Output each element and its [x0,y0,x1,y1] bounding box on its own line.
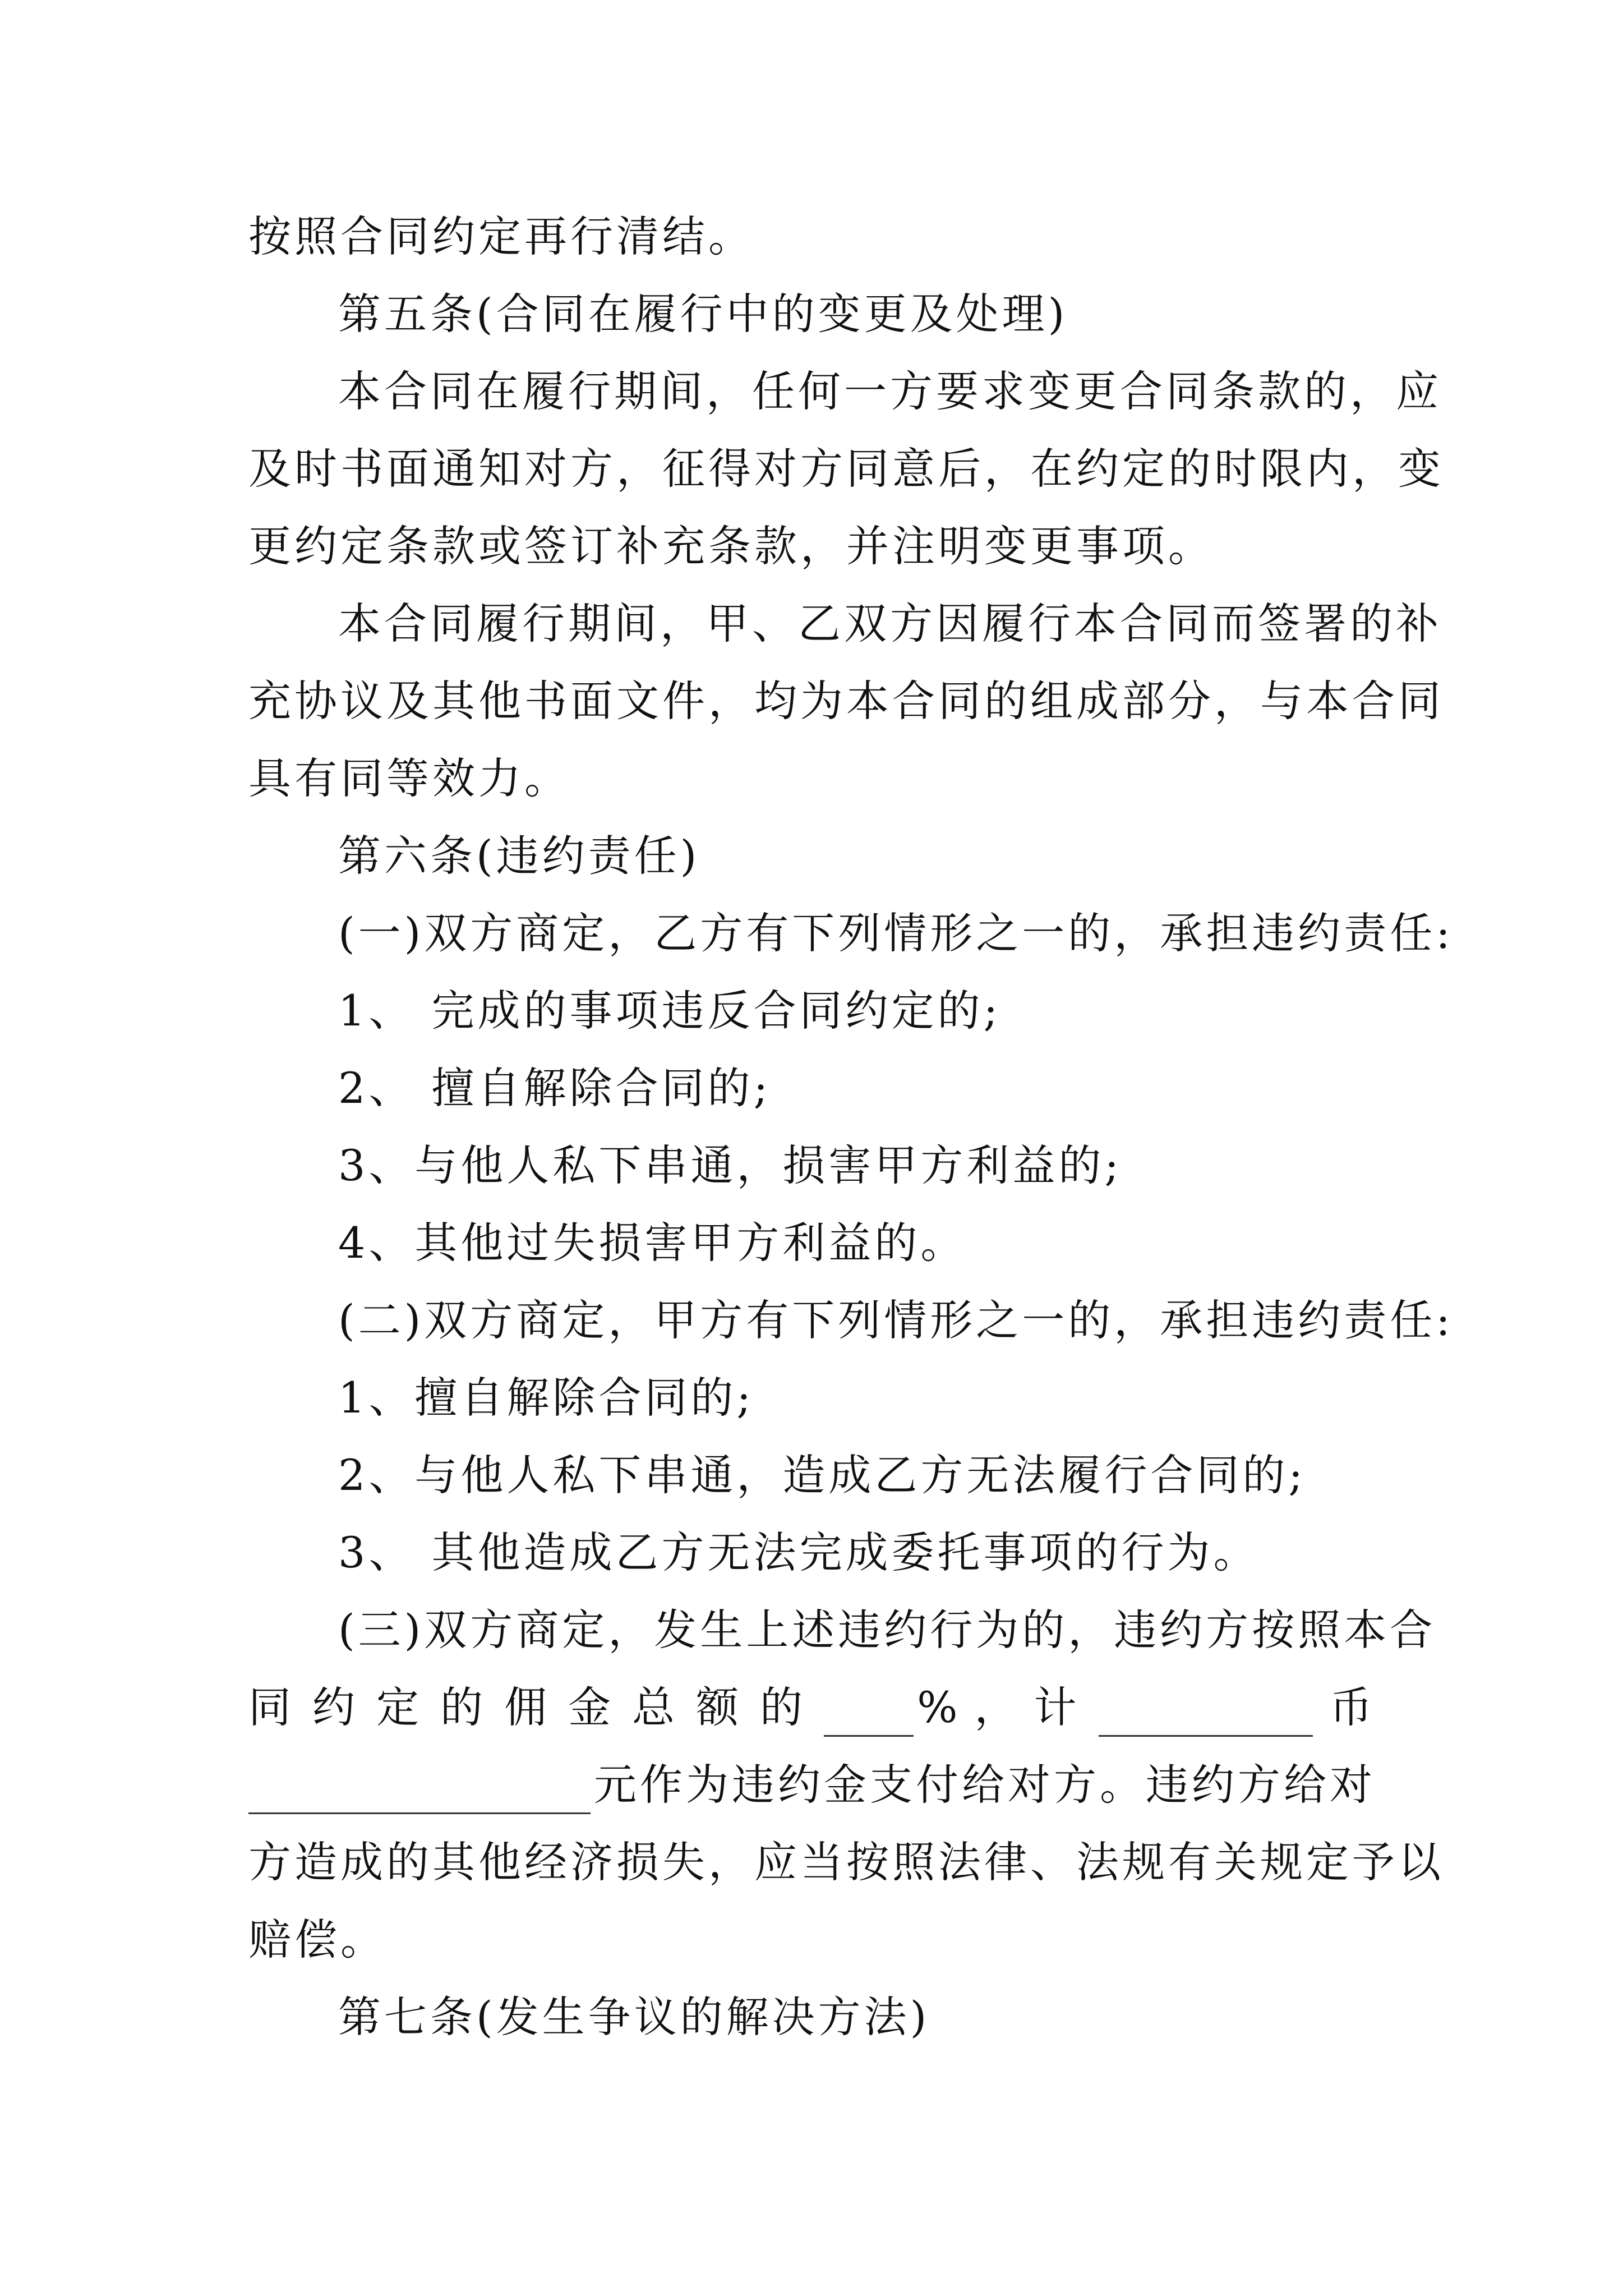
clause-heading: (二)双方商定，甲方有下列情形之一的，承担违约责任: [338,1295,1454,1345]
paragraph-line: 充协议及其他书面文件，均为本合同的组成部分，与本合同 [248,676,1444,726]
list-item: 4、其他过失损害甲方利益的。 [338,1218,967,1268]
list-item: 1、 完成的事项违反合同约定的; [338,986,1002,1036]
percent-text: %，计 [917,1682,1094,1732]
list-item: 2、与他人私下串通，造成乙方无法履行合同的; [338,1450,1306,1500]
paragraph-line: 赔偿。 [248,1915,386,1964]
paragraph-line: 本合同履行期间，甲、乙双方因履行本合同而签署的补 [338,599,1442,648]
paragraph-line: 更约定条款或签订补充条款，并注明变更事项。 [248,521,1214,571]
paragraph-line: 及时书面通知对方，征得对方同意后，在约定的时限内，变 [248,444,1444,494]
section-heading-article-6: 第六条(违约责任) [338,831,700,881]
list-item: 3、 其他造成乙方无法完成委托事项的行为。 [338,1527,1260,1577]
penalty-text-2: 元作为违约金支付给对方。违约方给对 [594,1760,1376,1810]
penalty-amount-line [248,1678,1376,1737]
percent-blank-field[interactable] [824,1696,914,1737]
paragraph-line: 本合同在履行期间，任何一方要求变更合同条款的，应 [338,366,1442,416]
list-item: 3、与他人私下串通，损害甲方利益的; [338,1140,1122,1190]
section-heading-article-5: 第五条(合同在履行中的变更及处理) [338,289,1068,339]
currency-text: 币 [1330,1682,1376,1732]
section-heading-article-7: 第七条(发生争议的解决方法) [338,1992,930,2042]
paragraph-line: 具有同等效力。 [248,753,570,803]
paragraph-line: 按照合同约定再行清结。 [248,211,754,261]
clause-heading: (一)双方商定，乙方有下列情形之一的，承担违约责任: [338,908,1454,958]
penalty-text: 同约定的佣金总额的 [248,1682,824,1732]
amount-blank-field[interactable] [1099,1696,1313,1737]
list-item: 1、擅自解除合同的; [338,1373,754,1423]
clause-heading: (三)双方商定，发生上述违约行为的，违约方按照本合 [338,1605,1436,1655]
list-item: 2、 擅自解除合同的; [338,1063,772,1113]
paragraph-line: 方造成的其他经济损失，应当按照法律、法规有关规定予以 [248,1837,1444,1887]
penalty-amount-line-2 [248,1756,1376,1814]
currency-amount-blank-field[interactable] [248,1773,591,1814]
